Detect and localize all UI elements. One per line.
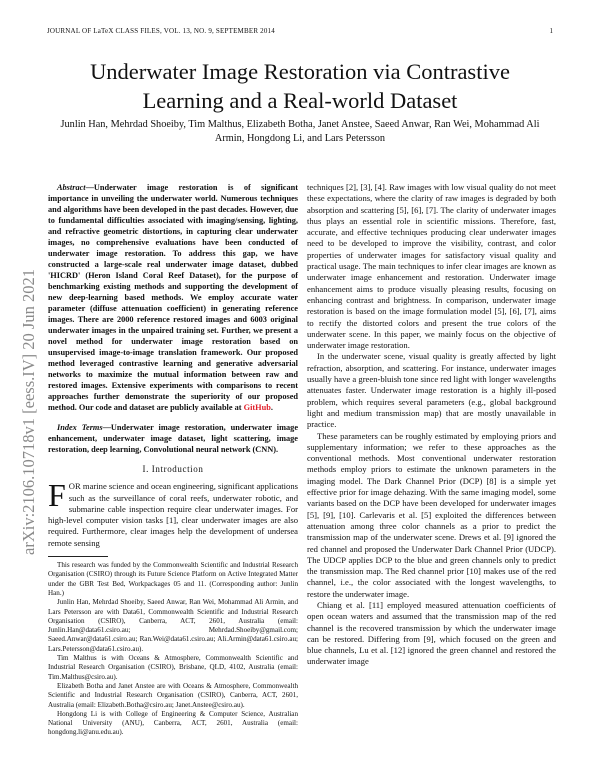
index-terms-lead: Index Terms — [57, 423, 103, 432]
intro-paragraph — [48, 477, 298, 549]
footnote-affiliation-li: Hongdong Li is with College of Engineering & Computer Science, Australian National University (ANU), Canberra, ACT, 2601, Australia (email: hongdong.li@anu.edu.au). — [48, 709, 298, 737]
footnote-affiliation-botha-anstee: Elizabeth Botha and Janet Anstee are with Oceans & Atmosphere, Commonwealth Scientific and Industrial Research Organisation (CSIRO), Canberra, ACT, 2601, Australia (email: Elizabeth.Botha@csiro.au; Janet.Anstee@csiro.au). — [48, 681, 298, 709]
body-paragraph: These parameters can be roughly estimated by employing priors and supplementary information; we refer to these approaches as the conventional methods. Most conventional underwater restoration methods employ priors to estimate the unknown parameters in the imaging model. The Dark Channel Prior (DCP) [8] is a simple yet effective prior for image dehazing. With the same imaging model, some variants based on the DCP have been developed for underwater images [5], [9], [10]. Carlevaris et al. [5] exploited the differences between attenuation among three color channels as a prior to predict the transmission map of the underwater scene. Drews et al. [9] ignored the red channel and proposed the Underwater Dark Channel Prior (UDCP). The UDCP applies DCP to the blue and green channels only to predict the transmission map. The Red channel prior [10] makes use of the red channel, i.e., the color associated with the longest wavelengths, to restore the underwater image. — [307, 430, 556, 599]
github-link[interactable]: GitHub — [243, 403, 271, 412]
intro-first-word: OR — [68, 481, 81, 492]
footnote-funding: This research was funded by the Commonwealth Scientific and Industrial Research Organisation (CSIRO) through its Future Science Platform on Active Integrated Matter under the GBR Test Bed, Workpackages 05 and 11. (Corresponding author: Junlin Han.) — [48, 561, 298, 597]
left-column — [48, 182, 298, 738]
running-header: JOURNAL OF LaTeX CLASS FILES, VOL. 13, NO. 9, SEPTEMBER 2014 — [47, 27, 275, 35]
index-terms — [48, 422, 298, 455]
abstract-lead: Abstract — [57, 183, 86, 192]
index-terms-text: —Underwater image restoration, underwater image enhancement, underwater image dataset, light scattering, image restoration, deep learning, Convolutional neural network (CNN). — [48, 423, 299, 454]
section-heading-introduction: I. Introduction — [142, 464, 204, 474]
page-number: 1 — [549, 27, 553, 35]
abstract-text: —Underwater image restoration is of significant importance in unveiling the underwater world. Numerous techniques and algorithms have been developed in the past decades. However, due to fundamental difficulties associated with imaging/sensing, lighting, and refractive geometric distortions, in capturing clear underwater images, no comprehensive evaluations have been conducted of underwater image restoration. To address this gap, we have constructed a large-scale real underwater image dataset, dubbed 'HICRD' (Heron Island Coral Reef Dataset), for the purpose of benchmarking existing methods and supporting the development of new deep-learning based methods. We employ accurate water parameter (diffuse attenuation coefficient) in generating reference images. There are 2000 reference restored images and 6003 original underwater images in the unpaired training set. Further, we present a novel method for underwater image restoration based on unsupervised image-to-image translation framework. Our proposed method leveraged contrastive learning and generative adversarial networks to maximize the mutual information between raw and restored images. Extensive experiments with comparisons to recent approaches further demonstrate the superiority of our proposed method. Our code and dataset are publicly available at — [48, 183, 298, 412]
author-list: Junlin Han, Mehrdad Shoeiby, Tim Malthus, Elizabeth Botha, Janet Anstee, Saeed Anwar, Ran Wei, Mohammad Ali Armin, Hongdong Li, and Lars Petersson — [60, 119, 540, 144]
footnote-separator — [48, 556, 108, 557]
right-column — [307, 182, 556, 668]
intro-text: marine science and ocean engineering, significant applications such as the surveillance of coral reefs, underwater robotic, and submarine cable inspection require clear underwater images. For high-level computer vision tasks [1], clear underwater images are also required. Furthermore, clear images help the development of undersea remote sensing — [48, 481, 298, 548]
abstract — [48, 182, 298, 413]
body-paragraph: techniques [2], [3], [4]. Raw images with low visual quality do not meet these expectations, where the clarity of raw images is degraded by both absorption and scattering [5], [6], [7]. The clarity of underwater images thus plays an essential role in scientific missions. Therefore, fast, accurate, and effective techniques producing clear underwater images need to be developed to improve the visibility, contrast, and color properties of underwater images for satisfactory visual quality and practical usage. The main techniques to infer clear images are known as underwater image enhancement and restoration. Underwater image enhancement aims to produce visually pleasing results, focusing on enhancing contrast and brightness. In comparison, underwater image restoration is based on the image formulation model [5], [6], [7], aims to rectify the distorted colors and present the true colors of the underwater scene. In this paper, we mainly focus on the objective of underwater image restoration. — [307, 182, 556, 351]
body-paragraph: Chiang et al. [11] employed measured attenuation coefficients of open ocean waters and assumed that the transmission map of the red channel is the recovered transmission by which the underwater image can be restored. Differing from [9], which focused on the green and blue channels, Lu et al. [12] ignored the green channel and restored the underwater image — [307, 599, 556, 667]
drop-cap: F — [48, 477, 66, 514]
arxiv-stamp: arXiv:2106.10718v1 [eess.IV] 20 Jun 2021 — [19, 269, 38, 555]
paper-title: Underwater Image Restoration via Contrastive Learning and a Real-world Dataset — [90, 59, 510, 113]
abstract-end: . — [270, 403, 273, 412]
footnote-affiliation-data61: Junlin Han, Mehrdad Shoeiby, Saeed Anwar, Ran Wei, Mohammad Ali Armin, and Lars Petersson are with Data61, Commonwealth Scientific and Industrial Research Organisation (CSIRO), Canberra, ACT, 2601, Australia (email: Junlin.Han@data61.csiro.au; Mehrdad.Shoeiby@gmail.com; Saeed.Anwar@data61.csiro.au; Ran.Wei@data61.csiro.au; Ali.Armin@data61.csiro.au; Lars.Petersson@data61.csiro.au). — [48, 598, 298, 653]
body-paragraph: In the underwater scene, visual quality is greatly affected by light refraction, absorption, and scattering. For instance, underwater images usually have a green-bluish tone since red light with longer wavelengths attenuates faster. Underwater image restoration is a highly ill-posed problem, which requires several parameters (e.g., global background light and medium transmission map) that are mostly unavailable in practice. — [307, 351, 556, 430]
footnote-affiliation-malthus: Tim Malthus is with Oceans & Atmosphere, Commonwealth Scientific and Industrial Research Organisation (CSIRO), Brisbane, QLD, 4102, Australia (email: Tim.Malthus@csiro.au). — [48, 654, 298, 681]
